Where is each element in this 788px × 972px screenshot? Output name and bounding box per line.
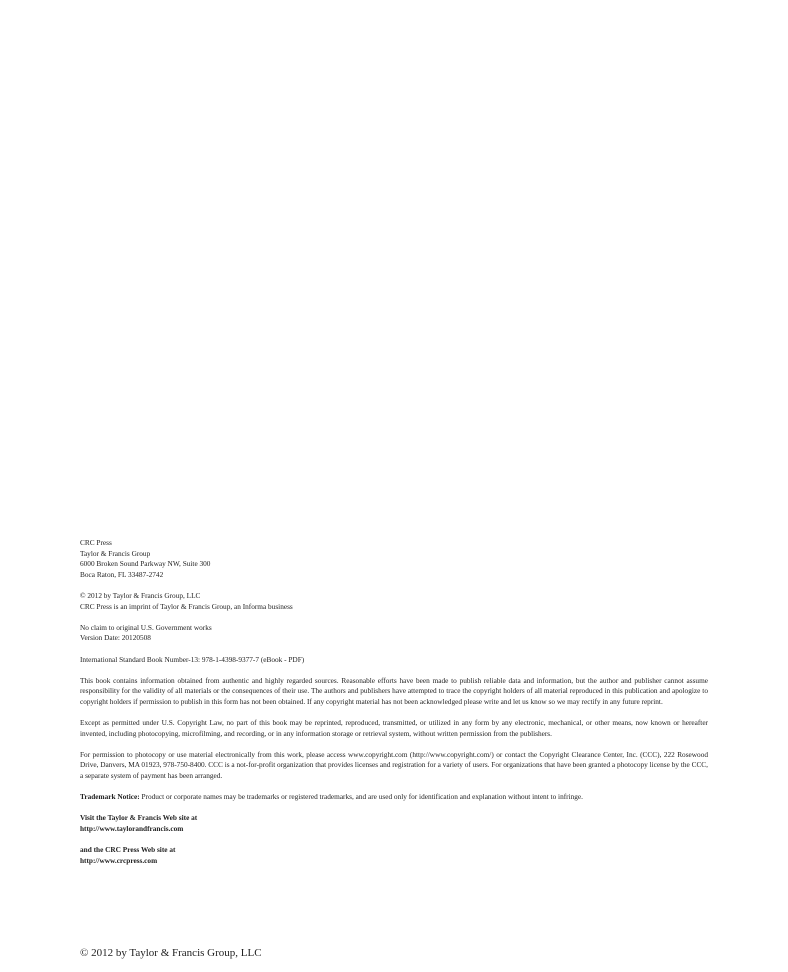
publisher-name: CRC Press — [80, 538, 112, 547]
copyright-law-paragraph: Except as permitted under U.S. Copyright Law, no part of this book may be reprinted, reproduced, transmitted, or utilized in any form by any electronic, mechanical, or other means, now known or hereafter invented, including photocopying, microfilming, and recording, or in any information storage or retrieval system, without written permission from the publishers. — [80, 718, 708, 738]
copyright-line: © 2012 by Taylor & Francis Group, LLC — [80, 590, 201, 600]
spacer — [80, 644, 708, 655]
publisher-address-line2: Boca Raton, FL 33487-2742 — [80, 569, 164, 579]
permission-paragraph: For permission to photocopy or use material electronically from this work, please access www.copyright.com (http://www.copyright.com/) or contact the Copyright Clearance Center, Inc. (CCC), 222 Rosewood Drive, Danvers, MA 01923, 978-750-8400. CCC is a not-for-profit organization that provides licenses and registration for a variety of users. For organizations that have been granted a photocopy license by the CCC, a separate system of payment has been arranged. — [80, 749, 708, 781]
page-footer: © 2012 by Taylor & Francis Group, LLC — [80, 947, 262, 959]
spacer — [80, 739, 708, 750]
isbn-line: International Standard Book Number-13: 978-1-4398-9377-7 (eBook - PDF) — [80, 654, 305, 664]
reliability-paragraph: This book contains information obtained from authentic and highly regarded sources. Reasonable efforts have been made to publish reliable data and information, but the author and publisher cannot assume responsibility for the validity of all materials or the consequences of their use. The authors and publishers have attempted to trace the copyright holders of all material reproduced in this publication and apologize to copyright holders if permission to publish in this form has not been obtained. If any copyright material has not been acknowledged please write and let us know so we may rectify in any future reprint. — [80, 675, 708, 706]
crc-website-label: and the CRC Press Web site at — [80, 845, 176, 855]
publisher-group: Taylor & Francis Group — [80, 548, 151, 558]
trademark-label: Trademark Notice: — [80, 792, 140, 802]
spacer — [80, 612, 708, 623]
imprint-line: CRC Press is an imprint of Taylor & Francis Group, an Informa business — [80, 601, 293, 611]
spacer — [80, 580, 708, 591]
tf-website-url[interactable]: http://www.taylorandfrancis.com — [80, 824, 184, 834]
trademark-paragraph — [80, 792, 708, 803]
spacer — [80, 665, 708, 676]
tf-website-label: Visit the Taylor & Francis Web site at — [80, 813, 198, 823]
spacer — [80, 708, 708, 719]
crc-website-url[interactable]: http://www.crcpress.com — [80, 855, 158, 865]
trademark-text: Product or corporate names may be trademarks or registered trademarks, and are used only for identification and explanation without intent to infringe. — [139, 792, 583, 802]
publisher-address-line1: 6000 Broken Sound Parkway NW, Suite 300 — [80, 559, 211, 569]
version-date-line: Version Date: 20120508 — [80, 633, 151, 643]
spacer — [80, 803, 708, 814]
spacer — [80, 835, 708, 846]
spacer — [80, 782, 708, 793]
copyright-block — [80, 538, 708, 866]
government-works-line: No claim to original U.S. Government works — [80, 622, 212, 632]
